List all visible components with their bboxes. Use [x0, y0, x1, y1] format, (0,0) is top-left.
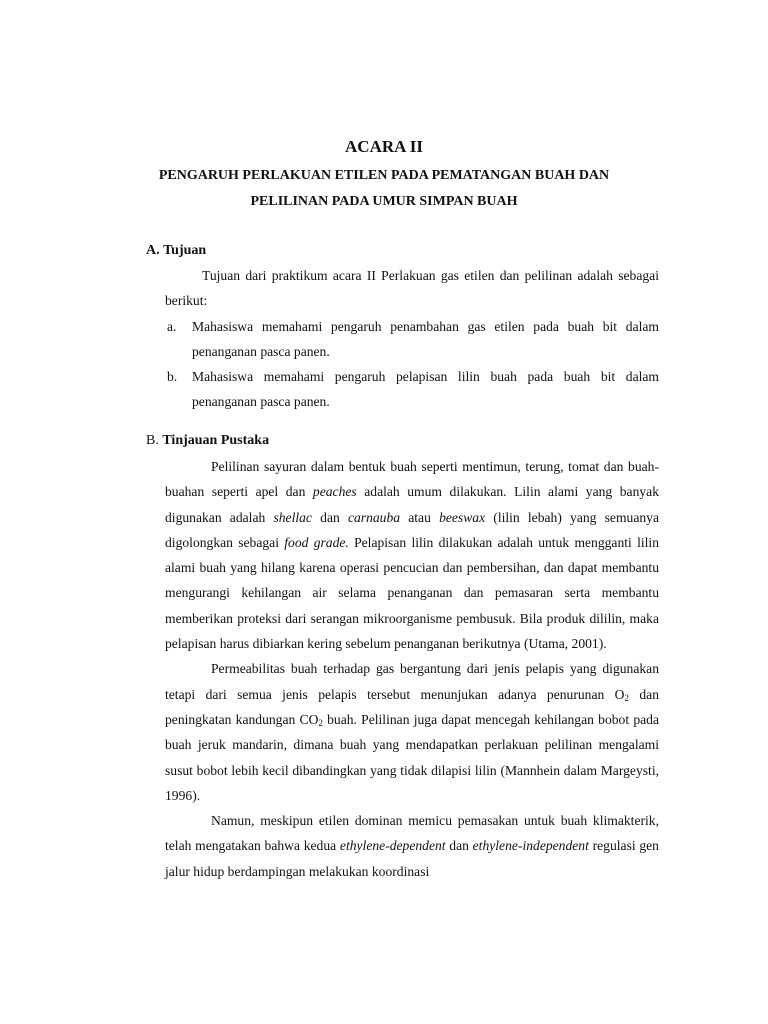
document-subtitle [140, 163, 628, 215]
paragraph-3: Namun, meskipun etilen dominan memicu pemasakan untuk buah klimakterik, telah mengatakan bahwa kedua ethylene-dependent dan ethylene-independent regulasi gen jalur hidup berdampingan melakukan koordinasi [165, 813, 659, 879]
section-b-label: Tinjauan Pustaka [162, 433, 270, 448]
section-a-intro: Tujuan dari praktikum acara II Perlakuan gas etilen dan pelilinan adalah sebagai berikut: [165, 268, 659, 309]
term-beeswax: beeswax [439, 509, 486, 525]
subtitle-line-1: PENGARUH PERLAKUAN ETILEN PADA PEMATANGAN BUAH DAN [158, 168, 610, 183]
paragraph-1: Pelilinan sayuran dalam bentuk buah seperti mentimun, terung, tomat dan buah-buahan seperti apel dan peaches adalah umum dilakukan. Lilin alami yang banyak digunakan adalah shellac dan carnauba atau beeswax (lilin lebah) yang semuanya digolongkan sebagai food grade. Pelapisan lilin dilakukan adalah untuk mengganti lilin alami buah yang hilang karena operasi pencucian dan pembersihan, dan dapat membantu mengurangi kehilangan air selama penanganan dan pemasaran serta membantu memberikan proteksi dari serangan mikroorganisme pembusuk. Bila produk dililin, maka pelapisan harus dibiarkan kering sebelum penanganan berikutnya (Utama, 2001). [165, 459, 660, 652]
section-a-label: Tujuan [163, 243, 207, 258]
list-marker: a. [167, 319, 177, 334]
paragraph-2: Permeabilitas buah terhadap gas bergantung dari jenis pelapis yang digunakan tetapi dari semua jenis pelapis tersebut menunjukan adanya penurunan $O_2$ dan peningkatan kandungan $CO_2$ buah. Pelilinan juga dapat mencegah kehilangan bobot pada buah jeruk mandarin, dimana buah yang mendapatkan perlakuan pelilinan mengalami susut bobot lebih kecil dibandingkan yang tidak dilapisi lilin (Mannhein dalam Margeysti, 1996). [165, 661, 659, 803]
list-item [167, 364, 659, 415]
term-food-grade: food grade. [284, 534, 349, 550]
section-b-letter: B. [146, 433, 159, 448]
list-item-text: Mahasiswa memahami pengaruh penambahan gas etilen pada buah bit dalam penanganan pasca panen. [192, 319, 659, 360]
list-item-text: Mahasiswa memahami pengaruh pelapisan lilin buah pada buah bit dalam penanganan pasca panen. [192, 369, 659, 410]
term-carnauba: carnauba [347, 509, 401, 525]
list-marker: b. [167, 369, 178, 384]
subscript-o2: 2 [624, 692, 629, 703]
list-item [167, 314, 659, 365]
term-ethylene-independent: ethylene-independent [472, 838, 589, 854]
document-title: ACARA II [345, 137, 423, 156]
term-ethylene-dependent: ethylene-dependent [339, 838, 446, 854]
section-b-heading [146, 431, 269, 451]
section-a-heading [146, 241, 206, 261]
section-a-letter: A. [146, 243, 160, 258]
term-shellac: shellac [273, 509, 312, 525]
subtitle-line-2: PELILINAN PADA UMUR SIMPAN BUAH [250, 194, 518, 209]
term-peaches: peaches [312, 484, 357, 500]
subscript-co2: 2 [318, 717, 323, 728]
section-b-body [165, 454, 659, 884]
